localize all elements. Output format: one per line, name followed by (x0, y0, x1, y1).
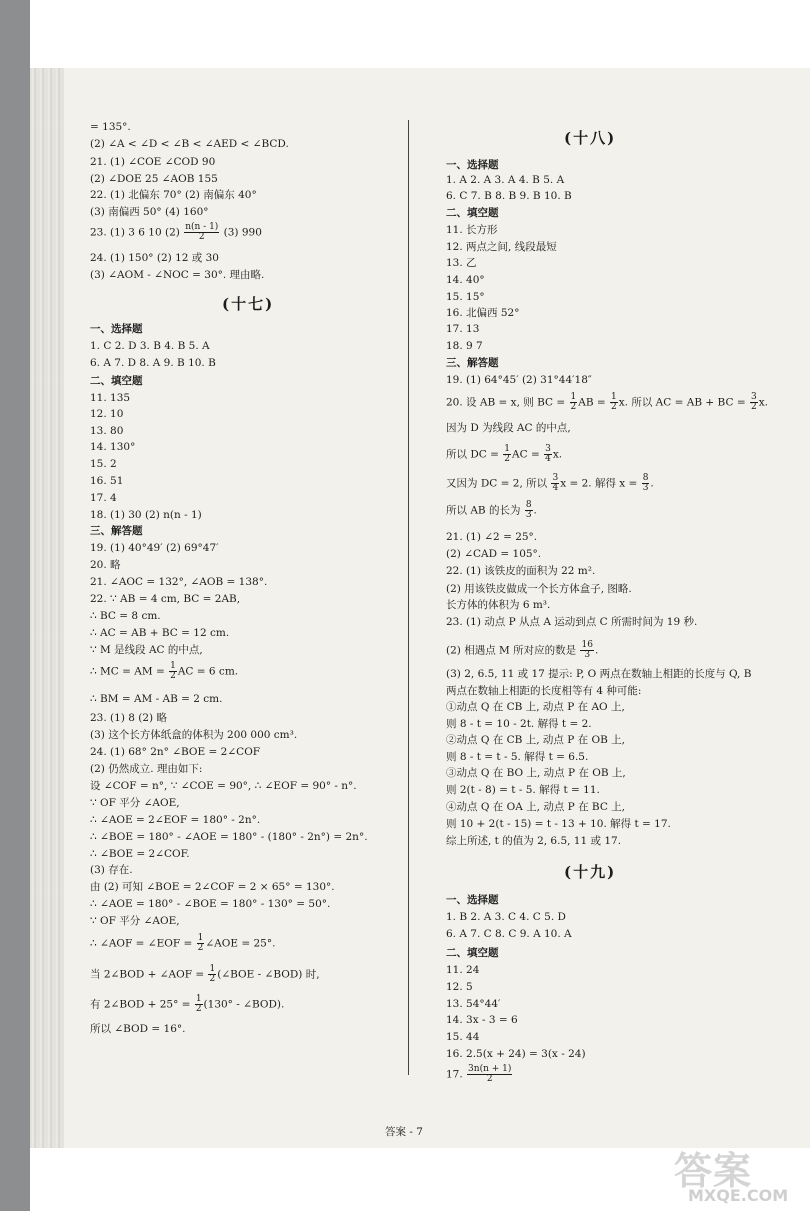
answer-line: 24. (1) 68° 2n° ∠BOE = 2∠COF (90, 746, 261, 758)
answer-line: ∵ OF 平分 ∠AOE, (90, 915, 180, 927)
book-binding (30, 68, 64, 1148)
answer-line: ∴ BM = AM - AB = 2 cm. (90, 693, 223, 705)
scanner-edge (0, 0, 30, 1211)
answer-line: 15. 2 (90, 458, 117, 470)
answer-line: ∴ BC = 8 cm. (90, 610, 161, 622)
answer-line: 21. (1) ∠2 = 25°. (446, 531, 538, 543)
answer-line: ∵ M 是线段 AC 的中点, (90, 644, 203, 656)
answer-line: (2) ∠DOE 25 ∠AOB 155 (90, 173, 218, 185)
answer-line-with-fraction: 17. $\frac{3n(n + 1)}{2}$ (446, 1064, 512, 1084)
answer-line: 综上所述, t 的值为 2, 6.5, 11 或 17. (446, 835, 622, 847)
answer-line: 24. (1) 150° (2) 12 或 30 (90, 252, 219, 264)
answer-line: 1. C 2. D 3. B 4. B 5. A (90, 340, 210, 352)
answer-line: ∴ ∠AOE = 2∠EOF = 180° - 2n°. (90, 814, 261, 826)
answer-line: ∴ AC = AB + BC = 12 cm. (90, 627, 230, 639)
answer-line: 18. 9 7 (446, 340, 483, 352)
answer-line: 11. 135 (90, 392, 131, 404)
answer-line: (2) ∠A < ∠D < ∠B < ∠AED < ∠BCD. (90, 138, 289, 150)
answer-line: 所以 ∠BOD = 16°. (90, 1023, 186, 1035)
section-title: (十七) (222, 295, 275, 313)
answer-line: 13. 54°44′ (446, 998, 501, 1010)
answer-line: 12. 5 (446, 981, 473, 993)
answer-line: 1. A 2. A 3. A 4. B 5. A (446, 174, 565, 186)
answer-line: 16. 北偏西 52° (446, 307, 520, 319)
answer-line: (2) 仍然成立. 理由如下: (90, 763, 203, 775)
answer-line: ③动点 Q 在 BO 上, 动点 P 在 OB 上, (446, 767, 626, 779)
answer-line: 21. (1) ∠COE ∠COD 90 (90, 156, 216, 168)
section-heading: 三、解答题 (90, 525, 143, 537)
answer-line: 6. C 7. B 8. B 9. B 10. B (446, 190, 572, 202)
answer-line: 14. 3x - 3 = 6 (446, 1014, 518, 1026)
answer-line: ④动点 Q 在 OA 上, 动点 P 在 BC 上, (446, 801, 626, 813)
answer-line: 17. 13 (446, 323, 480, 335)
section-title: (十八) (564, 129, 617, 147)
section-heading: 二、填空题 (446, 947, 499, 959)
answer-line: 则 8 - t = 10 - 2t. 解得 t = 2. (446, 718, 592, 730)
watermark-url: MXQE.COM (688, 1186, 789, 1205)
column-divider (408, 120, 409, 1075)
section-heading: 二、填空题 (446, 207, 499, 219)
answer-line: 16. 51 (90, 475, 124, 487)
answer-line: 15. 15° (446, 291, 485, 303)
fraction: $\frac{3}{4}$ (552, 473, 559, 493)
answer-line: ∵ OF 平分 ∠AOE, (90, 797, 180, 809)
fraction: $\frac{1}{2}$ (209, 964, 216, 984)
answer-line: 20. 略 (90, 559, 121, 571)
section-title: (十九) (564, 863, 617, 881)
answer-line: 长方体的体积为 6 m³. (446, 599, 551, 611)
answer-line: ∴ ∠AOE = 180° - ∠BOE = 180° - 130° = 50°. (90, 898, 331, 910)
fraction: $\frac{1}{2}$ (170, 661, 176, 681)
answer-line: (3) 存在. (90, 864, 133, 876)
answer-line: (2) 用该铁皮做成一个长方体盒子, 图略. (446, 583, 632, 595)
answer-line: 6. A 7. C 8. C 9. A 10. A (446, 928, 572, 940)
answer-line: ∴ ∠BOE = 180° - ∠AOE = 180° - (180° - 2n°) = 2n°. (90, 831, 368, 843)
answer-line: 17. 4 (90, 492, 117, 504)
answer-line: (3) ∠AOM - ∠NOC = 30°. 理由略. (90, 269, 265, 281)
answer-line-with-fraction: 所以 AB 的长为 $\frac{8}{3}$ . (446, 500, 537, 520)
answer-line-with-fraction: 23. (1) 3 6 10 (2) $\frac{n(n - 1)}{2}$ (3) 990 (90, 222, 262, 242)
answer-line: ①动点 Q 在 CB 上, 动点 P 在 AO 上, (446, 701, 625, 713)
answer-line: 13. 乙 (446, 257, 477, 269)
answer-line: 则 8 - t = t - 5. 解得 t = 6.5. (446, 751, 589, 763)
answer-line: 22. (1) 该铁皮的面积为 22 m². (446, 565, 596, 577)
answer-line: 12. 10 (90, 408, 124, 420)
answer-line: 因为 D 为线段 AC 的中点, (446, 422, 571, 434)
fraction: $\frac{16}{3}$ (581, 640, 593, 660)
answer-line-with-fraction: ∴ ∠AOF = ∠EOF = $\frac{1}{2}$ ∠AOE = 25°. (90, 933, 276, 953)
answer-line: ∴ ∠BOE = 2∠COF. (90, 848, 190, 860)
answer-line: (3) 这个长方体纸盒的体积为 200 000 cm³. (90, 729, 298, 741)
answer-line: 1. B 2. A 3. C 4. C 5. D (446, 911, 566, 923)
fraction: $\frac{1}{2}$ (570, 392, 577, 412)
answer-line: 15. 44 (446, 1031, 480, 1043)
fraction: $\frac{3n(n + 1)}{2}$ (468, 1064, 512, 1084)
answer-line-with-fraction: 当 2∠BOD + ∠AOF = $\frac{1}{2}$ (∠BOE - ∠BOD) 时, (90, 964, 320, 984)
answer-line-with-fraction: (2) 相遇点 M 所对应的数是 $\frac{16}{3}$ . (446, 640, 599, 660)
section-heading: 一、选择题 (446, 159, 499, 171)
answer-line: 则 2(t - 8) = t - 5. 解得 t = 11. (446, 784, 600, 796)
fraction: $\frac{3}{2}$ (750, 392, 757, 412)
answer-line: 则 10 + 2(t - 15) = t - 13 + 10. 解得 t = 17. (446, 818, 671, 830)
answer-line: 19. (1) 40°49′ (2) 69°47′ (90, 542, 219, 554)
fraction: $\frac{3}{4}$ (545, 444, 551, 464)
page-footer: 答案 - 7 (385, 1126, 423, 1138)
answer-line: (3) 2, 6.5, 11 或 17 提示: P, O 两点在数轴上相距的长度与 Q, B (446, 668, 752, 680)
answer-line: 12. 两点之间, 线段最短 (446, 241, 557, 253)
section-heading: 一、选择题 (446, 894, 499, 906)
answer-line: 11. 24 (446, 964, 480, 976)
answer-line: 13. 80 (90, 425, 124, 437)
answer-line: 11. 长方形 (446, 224, 498, 236)
watermark-logo: 答案 (674, 1149, 753, 1193)
answer-line: 21. ∠AOC = 132°, ∠AOB = 138°. (90, 576, 268, 588)
answer-line: 19. (1) 64°45′ (2) 31°44′18″ (446, 374, 592, 386)
section-heading: 三、解答题 (446, 357, 499, 369)
answer-line: 14. 130° (90, 441, 136, 453)
fraction: $\frac{n(n - 1)}{2}$ (185, 222, 219, 242)
answer-line: (3) 南偏西 50° (4) 160° (90, 206, 209, 218)
answer-line: 18. (1) 30 (2) n(n - 1) (90, 509, 202, 521)
answer-line: 设 ∠COF = n°, ∵ ∠COE = 90°, ∴ ∠EOF = 90° - n°. (90, 780, 357, 792)
answer-line: 两点在数轴上相距的长度相等有 4 种可能: (446, 685, 642, 697)
fraction: $\frac{8}{3}$ (642, 473, 649, 493)
answer-line: 22. ∵ AB = 4 cm, BC = 2AB, (90, 593, 241, 605)
fraction: $\frac{1}{2}$ (504, 444, 510, 464)
watermark (668, 1140, 808, 1208)
answer-line: = 135°. (90, 121, 131, 133)
section-heading: 二、填空题 (90, 375, 143, 387)
section-heading: 一、选择题 (90, 323, 143, 335)
answer-line: (2) ∠CAD = 105°. (446, 548, 542, 560)
fraction: $\frac{8}{3}$ (525, 500, 532, 520)
answer-line-with-fraction: ∴ MC = AM = $\frac{1}{2}$ AC = 6 cm. (90, 661, 239, 681)
answer-line-with-fraction: 有 2∠BOD + 25° = $\frac{1}{2}$ (130° - ∠BOD). (90, 994, 285, 1014)
answer-line: 23. (1) 8 (2) 略 (90, 712, 167, 724)
answer-line: 6. A 7. D 8. A 9. B 10. B (90, 357, 216, 369)
fraction: $\frac{1}{2}$ (197, 933, 204, 953)
answer-line: 由 (2) 可知 ∠BOE = 2∠COF = 2 × 65° = 130°. (90, 881, 335, 893)
answer-line-with-fraction: 所以 DC = $\frac{1}{2}$ AC = $\frac{3}{4}$ x. (446, 444, 563, 464)
answer-line: 14. 40° (446, 274, 485, 286)
answer-line-with-fraction: 20. 设 AB = x, 则 BC = $\frac{1}{2}$ AB = $\frac{1}{2}$ x. 所以 AC = AB + BC = $\frac{3}{2}$ x. (446, 392, 768, 412)
fraction: $\frac{1}{2}$ (195, 994, 202, 1014)
answer-line: 23. (1) 动点 P 从点 A 运动到点 C 所需时间为 19 秒. (446, 616, 698, 628)
answer-line: 22. (1) 北偏东 70° (2) 南偏东 40° (90, 189, 257, 201)
fraction: $\frac{1}{2}$ (611, 392, 617, 412)
answer-line-with-fraction: 又因为 DC = 2, 所以 $\frac{3}{4}$ x = 2. 解得 x = $\frac{8}{3}$ . (446, 473, 654, 493)
answer-line: 16. 2.5(x + 24) = 3(x - 24) (446, 1048, 586, 1060)
answer-line: ②动点 Q 在 CB 上, 动点 P 在 OB 上, (446, 734, 625, 746)
